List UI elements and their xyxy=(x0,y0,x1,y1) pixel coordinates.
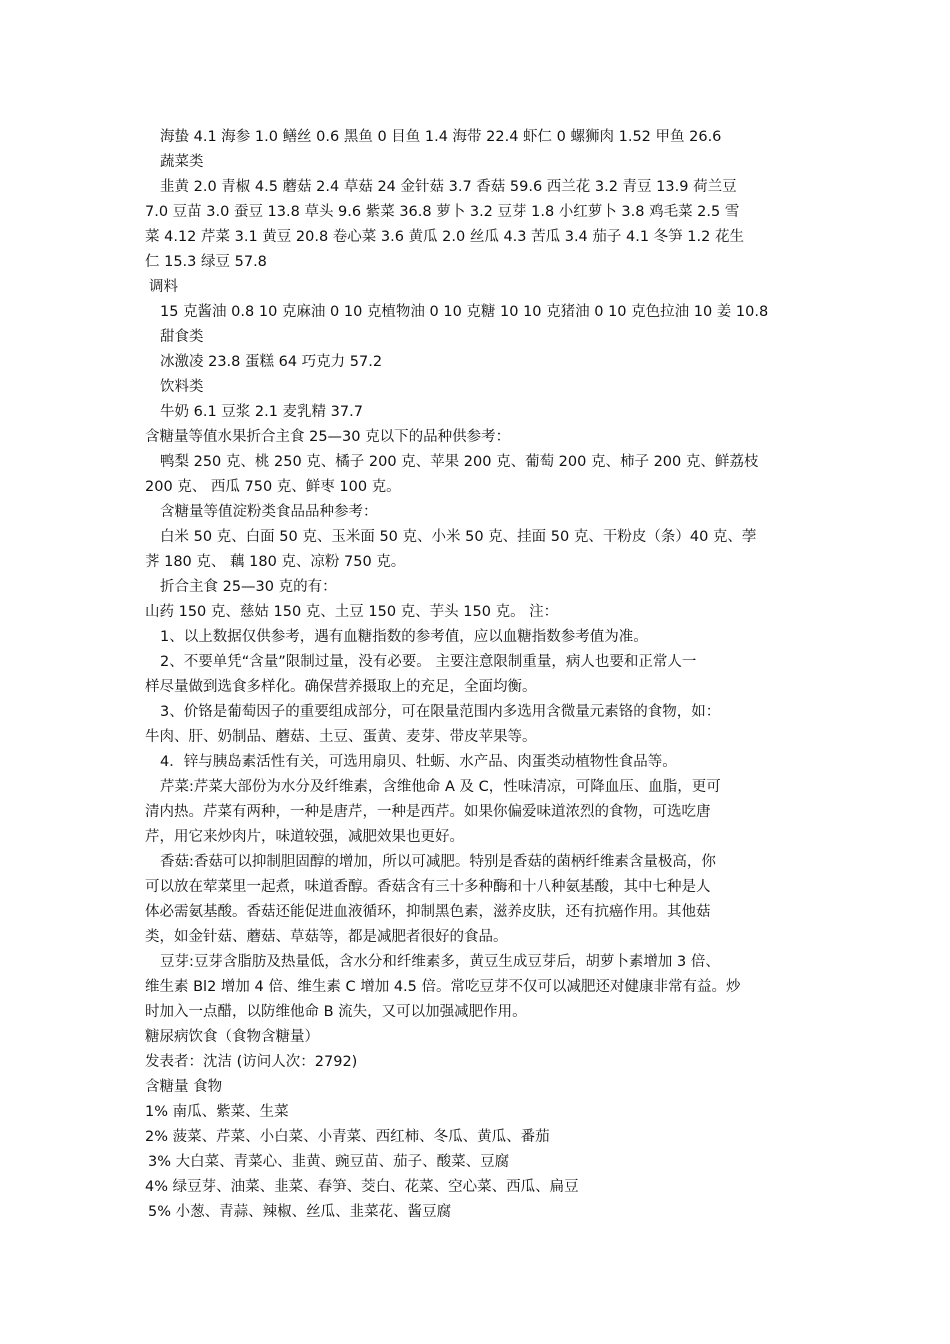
note-line: 4．锌与胰岛素活性有关，可选用扇贝、牡蛎、水产品、肉蛋类动植物性食品等。 xyxy=(160,754,677,770)
note-line: 2、不要单凭“含量”限制过量，没有必要。 主要注意限制重量，病人也要和正常人一 xyxy=(160,654,697,670)
table-row: 2% 菠菜、芹菜、小白菜、小青菜、西红柿、冬瓜、黄瓜、番茄 xyxy=(145,1129,550,1145)
fruit-heading: 含糖量等值水果折合主食 25—30 克以下的品种供参考： xyxy=(145,429,511,445)
fruit-line: 200 克、 西瓜 750 克、鲜枣 100 克。 xyxy=(145,479,401,495)
starch-heading: 含糖量等值淀粉类食品品种参考： xyxy=(160,504,378,520)
desserts-heading: 甜食类 xyxy=(160,329,204,345)
note-line: 样尽量做到选食多样化。确保营养摄取上的充足，全面均衡。 xyxy=(145,679,537,695)
vegetables-line: 7.0 豆苗 3.0 蚕豆 13.8 草头 9.6 紫菜 36.8 萝卜 3.2 豆芽 1.8 小红萝卜 3.8 鸡毛菜 2.5 雪 xyxy=(145,204,740,220)
table-row: 5% 小葱、青蒜、辣椒、丝瓜、韭菜花、酱豆腐 xyxy=(148,1204,452,1220)
celery-paragraph-line: 清内热。芹菜有两种，一种是唐芹，一种是西芹。如果你偏爱味道浓烈的食物，可选吃唐 xyxy=(145,804,711,820)
vegetables-heading: 蔬菜类 xyxy=(160,154,204,170)
seasoning-line: 15 克酱油 0.8 10 克麻油 0 10 克植物油 0 10 克糖 10 10 克猪油 0 10 克色拉油 10 姜 10.8 xyxy=(160,304,769,320)
desserts-line: 冰激凌 23.8 蛋糕 64 巧克力 57.2 xyxy=(160,354,383,370)
note-line: 3、价铬是葡萄因子的重要组成部分，可在限量范围内多选用含微量元素铬的食物，如： xyxy=(160,704,721,720)
article-byline: 发表者：沈洁 (访问人次：2792) xyxy=(145,1054,358,1070)
mushroom-paragraph-line: 类，如金针菇、蘑菇、草菇等，都是减肥者很好的食品。 xyxy=(145,929,508,945)
sprouts-paragraph-line: 豆芽:豆芽含脂肪及热量低，含水分和纤维素多，黄豆生成豆芽后，胡萝卜素增加 3 倍、 xyxy=(160,954,720,970)
seasoning-heading: 调料 xyxy=(149,279,178,295)
sprouts-paragraph-line: 时加入一点醋，以防维他命 B 流失，又可以加强减肥作用。 xyxy=(145,1004,527,1020)
vegetables-line: 菜 4.12 芹菜 3.1 黄豆 20.8 卷心菜 3.6 黄瓜 2.0 丝瓜 4.3 苦瓜 3.4 茄子 4.1 冬笋 1.2 花生 xyxy=(145,229,744,245)
vegetables-line: 韭黄 2.0 青椒 4.5 蘑菇 2.4 草菇 24 金针菇 3.7 香菇 59.6 西兰花 3.2 青豆 13.9 荷兰豆 xyxy=(160,179,737,195)
mushroom-paragraph-line: 可以放在荤菜里一起煮，味道香醇。香菇含有三十多种酶和十八种氨基酸，其中七种是人 xyxy=(145,879,711,895)
seafood-line: 海蛰 4.1 海参 1.0 鳝丝 0.6 黑鱼 0 目鱼 1.4 海带 22.4 虾仁 0 螺狮肉 1.52 甲鱼 26.6 xyxy=(160,129,722,145)
celery-paragraph-line: 芹菜:芹菜大部份为水分及纤维素，含维他命 A 及 C，性味清凉，可降血压、血脂，更可 xyxy=(160,779,721,795)
article-title: 糖尿病饮食（食物含糖量） xyxy=(145,1029,319,1045)
vegetables-line: 仁 15.3 绿豆 57.8 xyxy=(145,254,267,270)
starch-line: 荠 180 克、 藕 180 克、凉粉 750 克。 xyxy=(145,554,406,570)
table-row: 1% 南瓜、紫菜、生菜 xyxy=(145,1104,289,1120)
drinks-heading: 饮料类 xyxy=(160,379,204,395)
staple-line: 山药 150 克、慈姑 150 克、土豆 150 克、芋头 150 克。 注： xyxy=(145,604,559,620)
note-line: 1、以上数据仅供参考，遇有血糖指数的参考值，应以血糖指数参考值为准。 xyxy=(160,629,648,645)
fruit-line: 鸭梨 250 克、桃 250 克、橘子 200 克、苹果 200 克、葡萄 200 克、柿子 200 克、鲜荔枝 xyxy=(160,454,759,470)
mushroom-paragraph-line: 体必需氨基酸。香菇还能促进血液循环，抑制黑色素，滋养皮肤，还有抗癌作用。其他菇 xyxy=(145,904,711,920)
note-line: 牛肉、肝、奶制品、蘑菇、土豆、蛋黄、麦芽、带皮苹果等。 xyxy=(145,729,537,745)
mushroom-paragraph-line: 香菇:香菇可以抑制胆固醇的增加，所以可减肥。特别是香菇的菌柄纤维素含量极高，你 xyxy=(160,854,716,870)
staple-heading: 折合主食 25—30 克的有： xyxy=(160,579,337,595)
starch-line: 白米 50 克、白面 50 克、玉米面 50 克、小米 50 克、挂面 50 克、干粉皮（条）40 克、荸 xyxy=(160,529,757,545)
drinks-line: 牛奶 6.1 豆浆 2.1 麦乳精 37.7 xyxy=(160,404,363,420)
table-row: 3% 大白菜、青菜心、韭黄、豌豆苗、茄子、酸菜、豆腐 xyxy=(148,1154,510,1170)
table-header: 含糖量 食物 xyxy=(145,1079,223,1095)
sprouts-paragraph-line: 维生素 Bl2 增加 4 倍、维生素 C 增加 4.5 倍。常吃豆芽不仅可以减肥还对健康非常有益。炒 xyxy=(145,979,741,995)
celery-paragraph-line: 芹，用它来炒肉片，味道较强，减肥效果也更好。 xyxy=(145,829,464,845)
table-row: 4% 绿豆芽、油菜、韭菜、春笋、茭白、花菜、空心菜、西瓜、扁豆 xyxy=(145,1179,579,1195)
